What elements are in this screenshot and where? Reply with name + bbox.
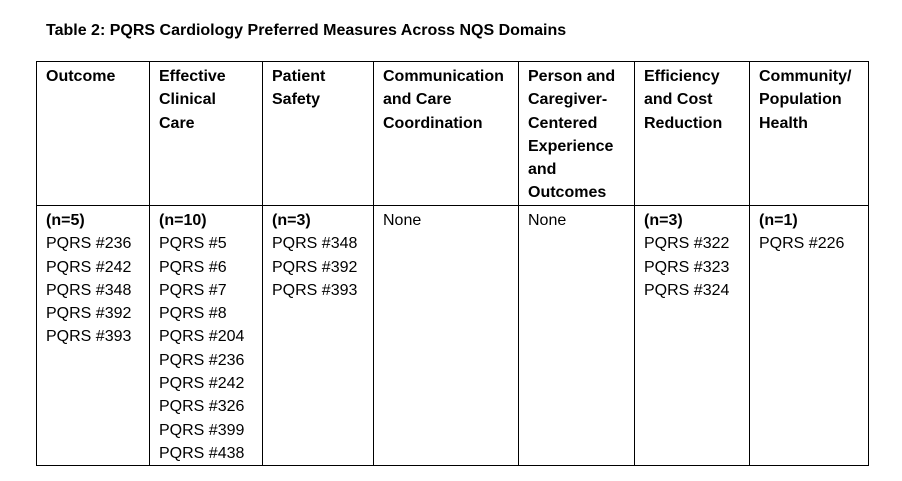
header-communication-care-coordination: Communication and Care Coordination <box>374 62 519 206</box>
measures-table <box>36 61 869 466</box>
cell-community-population-health <box>750 206 869 466</box>
measure-item: PQRS #322 <box>644 235 730 253</box>
measure-item: PQRS #6 <box>159 258 227 276</box>
header-efficiency-cost-reduction: Efficiency and Cost Reduction <box>635 62 750 206</box>
count-label: (n=10) <box>159 212 207 229</box>
measure-item: PQRS #399 <box>159 421 245 439</box>
measure-item: PQRS #236 <box>46 235 132 253</box>
cell-effective-clinical-care <box>150 206 263 466</box>
count-label: (n=3) <box>644 212 683 229</box>
measure-item: PQRS #242 <box>159 375 245 393</box>
measure-item: PQRS #348 <box>272 235 358 253</box>
measure-item: PQRS #242 <box>46 258 132 276</box>
cell-efficiency-cost-reduction <box>635 206 750 466</box>
measure-item: PQRS #5 <box>159 235 227 253</box>
cell-patient-safety <box>263 206 374 466</box>
measure-item: PQRS #392 <box>46 305 132 323</box>
measure-item: PQRS #392 <box>272 258 358 276</box>
count-label: (n=1) <box>759 212 798 229</box>
measure-item: PQRS #348 <box>46 281 132 299</box>
measure-item: PQRS #226 <box>759 235 845 253</box>
header-outcome: Outcome <box>37 62 150 206</box>
measure-item: PQRS #324 <box>644 281 730 299</box>
header-patient-safety: Patient Safety <box>263 62 374 206</box>
none-label: None <box>528 212 567 229</box>
count-label: (n=5) <box>46 212 85 229</box>
measure-item: PQRS #236 <box>159 351 245 369</box>
measure-item: PQRS #326 <box>159 398 245 416</box>
header-effective-clinical-care: Effective Clinical Care <box>150 62 263 206</box>
measure-item: PQRS #8 <box>159 305 227 323</box>
measure-item: PQRS #393 <box>272 281 358 299</box>
none-label: None <box>383 212 422 229</box>
table-title: Table 2: PQRS Cardiology Preferred Measures Across NQS Domains <box>46 22 567 39</box>
cell-person-caregiver-experience <box>519 206 635 466</box>
measures-row <box>37 206 869 466</box>
header-row <box>37 62 869 206</box>
header-person-caregiver-experience: Person and Caregiver-Centered Experience and Outcomes <box>519 62 635 206</box>
count-label: (n=3) <box>272 212 311 229</box>
measure-item: PQRS #393 <box>46 328 132 346</box>
header-community-population-health: Community/ Population Health <box>750 62 869 206</box>
cell-outcome <box>37 206 150 466</box>
cell-communication-care-coordination <box>374 206 519 466</box>
measure-item: PQRS #438 <box>159 444 245 462</box>
measure-item: PQRS #7 <box>159 281 227 299</box>
measure-item: PQRS #204 <box>159 328 245 346</box>
measure-item: PQRS #323 <box>644 258 730 276</box>
